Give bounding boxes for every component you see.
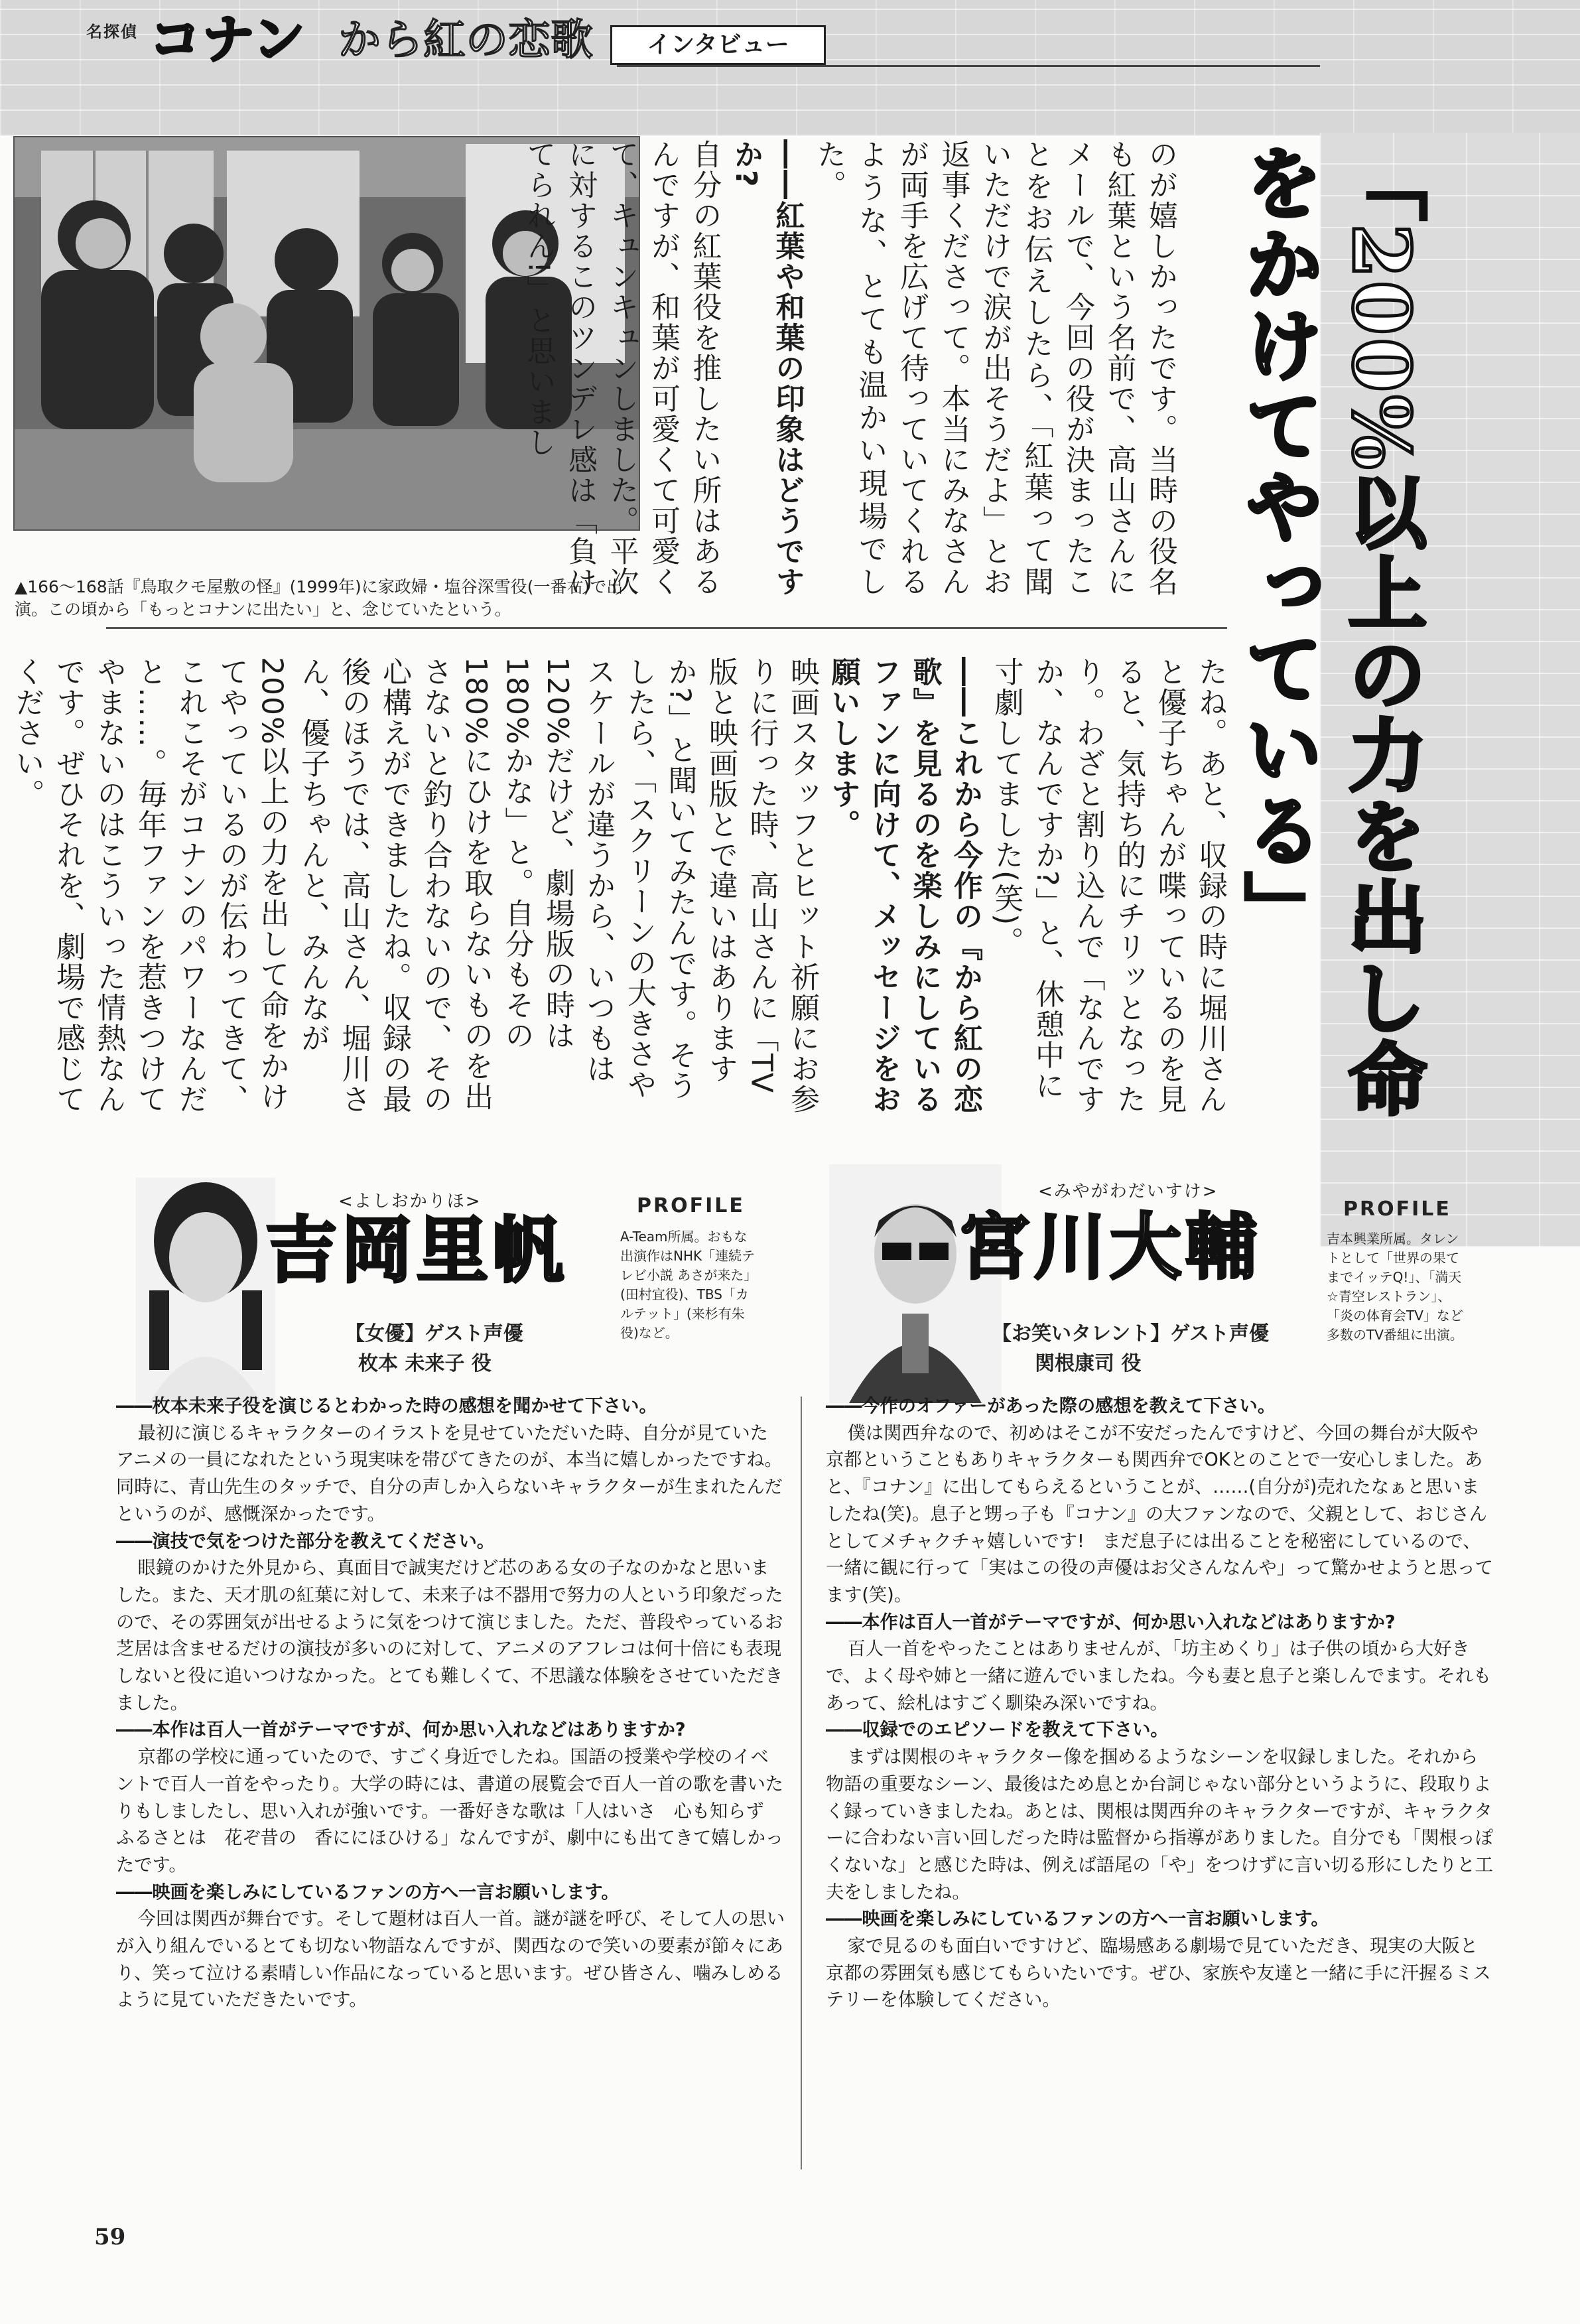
page-number: 59 xyxy=(94,2224,126,2250)
interview-question: ――枚本未来子役を演じるとわかった時の感想を聞かせて下さい。 xyxy=(116,1396,657,1416)
right-interview-column xyxy=(826,1393,1496,2014)
interview-question: ――演技で気をつけた部分を教えてください。 xyxy=(116,1531,495,1552)
interview-question: ――本作は百人一首がテーマですが、何か思い入れなどはありますか? xyxy=(826,1611,1396,1633)
role-name-yoshioka: 枚本 未来子 役 xyxy=(358,1352,492,1375)
profile-text-right: 吉本興業所属。タレントとして「世界の果てまでイッテQ!」、「満天☆青空レストラン」、「炎の体育会TV」など多数のTV番組に出演。 xyxy=(1327,1231,1463,1343)
header-divider xyxy=(617,65,1320,67)
headline: 「200%以上の力を出し命をかけてやっている」 xyxy=(1232,143,1427,1120)
interview-question: ――映画を楽しみにしているファンの方へ一言お願いします。 xyxy=(826,1909,1329,1930)
role-tag-yoshioka: 【女優】ゲスト声優 xyxy=(345,1322,523,1345)
interview-answer: 京都の学校に通っていたので、すごく身近でしたね。国語の授業や学校のイベントで百人一首をやったり。大学の時には、書道の展覧会で百人一首の歌を書いたりもしましたし、思い入れが強いです。一番好きな歌は「人はいさ 心も知らず ふるさとは 花ぞ昔の 香ににほひける」なんですが、劇中にも出てきて嬉しかったです。 xyxy=(116,1747,783,1876)
profile-photo-yoshioka xyxy=(136,1178,275,1403)
interview-question: ――今作のオファーがあった際の感想を教えて下さい。 xyxy=(826,1396,1276,1416)
interview-answer: 眼鏡のかけた外見から、真面目で誠実だけど芯のある女の子なのかなと思いました。また、天才肌の紅葉に対して、未来子は不器用で努力の人という印象だったので、その雰囲気が出せるように気をつけて演じました。ただ、普段やっているお芝居は含ませるだけの演技が多いのに対して、アニメのアフレコは何十倍にも表現しないと役に追いつけなかった。とても難しくて、不思議な体験をさせていただきました。 xyxy=(116,1558,783,1714)
interview-answer: 今回は関西が舞台です。そして題材は百人一首。謎が謎を呼び、そして人の思いが入り組んでいるとても切ない物語なんですが、関西なので笑いの要素が節々にあり、笑って泣ける素晴しい作品になっていると思います。ぜひ皆さん、噛みしめるように見ていただきたいです。 xyxy=(116,1909,785,2011)
top-question: ――紅葉や和葉の印象はどうですか? xyxy=(729,139,805,597)
portrait-yoshioka xyxy=(136,1178,275,1403)
top-vertical-text xyxy=(521,139,1181,597)
furigana-yoshioka: <よしおかりほ> xyxy=(338,1192,482,1211)
interview-question: ――本作は百人一首がテーマですが、何か思い入れなどはありますか? xyxy=(116,1720,686,1741)
mid-divider xyxy=(106,627,1227,629)
column-divider xyxy=(801,1397,802,2169)
profile-label-left: PROFILE xyxy=(637,1194,745,1217)
interview-question: ――収録でのエピソードを教えて下さい。 xyxy=(826,1720,1169,1741)
interview-question: ――映画を楽しみにしているファンの方へ一言お願いします。 xyxy=(116,1881,620,1903)
interview-answer: まずは関根のキャラクター像を掴めるようなシーンを収録しました。それから物語の重要なシーン、最後はため息とか台詞じゃない部分というように、段取りよく録っていきましたね。あとは、関根は関西弁のキャラクターですが、キャラクターに合わない言い回しだった時は監督から指導がありました。自分でも「関根っぽくないな」と感じた時は、例えば語尾の「や」をつけずに言い切る形にしたりと工夫をしましたね。 xyxy=(826,1747,1493,1903)
role-tag-miyagawa: 【お笑いタレント】ゲスト声優 xyxy=(992,1322,1270,1345)
interview-answer: 僕は関西弁なので、初めはそこが不安だったんですけど、今回の舞台が大阪や京都ということもありキャラクターも関西弁でOKとのことで一安心しました。あと、『コナン』に出してもらえるということが、……(自分が)売れたなぁと思いましたね(笑)。息子と甥っ子も『コナン』の大ファンなので、父親として、おじさんとしてメチャクチャ嬉しいです! まだ息子には出ることを秘密にしているので、一緒に観に行って「実はこの役の声優はお父さんなんや」って驚かせようと思ってます(笑)。 xyxy=(826,1422,1493,1606)
profile-text-left: A-Team所属。おもな出演作はNHK「連続テレビ小説 あさが来た」(田村宜役)、TBS「カルテット」(来杉有朱役)など。 xyxy=(620,1229,757,1341)
top-paragraph-2: 自分の紅葉役を推したい所はあるんですが、和葉が可愛くて可愛くて、キュンキュンしました。平次に対するこのツンデレ感は「負けてられん!」と思いまし xyxy=(521,139,722,597)
mid-paragraph-1: たね。あと、収録の時に堀川さんと優子ちゃんが喋っているのを見ると、気持ち的にチリッとなったり。わざと割り込んで「なんですか、なんですか?」と、休憩中に寸劇してました(笑)。 xyxy=(989,657,1227,1115)
left-interview-column xyxy=(116,1393,786,2014)
profile-label-right: PROFILE xyxy=(1343,1197,1451,1221)
logo-small-text: 名探偵 xyxy=(86,23,138,41)
conan-logo: コナン xyxy=(149,10,306,70)
furigana-miyagawa: <みやがわだいすけ> xyxy=(1038,1182,1218,1201)
mid-paragraph-2: 映画スタッフとヒット祈願にお参りに行った時、高山さんに「TV版と映画版とで違いはありますか?」と聞いてみたんです。そうしたら、「スクリーンの大きさやスケールが違うから、いつもは120%だけど、劇場版の時は180%かな」と。自分もその180%にひけを取らないものを出さないと釣り合わないので、その心構えができましたね。収録の最後のほうでは、高山さん、堀川さん、優子ちゃんと、みんなが200%以上の力を出して命をかけてやっているのが伝わってきて、これこそがコナンのパワーなんだと……。毎年ファンを惹きつけてやまないのはこういった情熱なんです。ぜひそれを、劇場で感じてください。 xyxy=(10,657,819,1115)
role-name-miyagawa: 関根康司 役 xyxy=(1035,1352,1142,1375)
section-label: インタビュー xyxy=(610,25,826,65)
middle-vertical-text xyxy=(10,657,1230,1115)
mid-question: ――これから今作の『から紅の恋歌』を見るのを楽しみにしているファンに向けて、メッセージをお願いします。 xyxy=(826,657,982,1115)
interview-answer: 百人一首をやったことはありませんが、「坊主めくり」は子供の頃から大好きで、よく母や姉と一緒に遊んでいましたね。今も妻と息子と楽しんでます。それもあって、絵札はすごく馴染み深いですね。 xyxy=(826,1639,1492,1714)
name-yoshioka: 吉岡里帆 xyxy=(265,1209,568,1292)
interview-answer: 最初に演じるキャラクターのイラストを見せていただいた時、自分が見ていたアニメの一員になれたという現実味を帯びてきたのが、本当に嬉しかったですね。同時に、青山先生のタッチで、自分の声しか入らないキャラクターが生まれたんだというのが、感慨深かったです。 xyxy=(116,1422,783,1525)
top-paragraph-1: のが嬉しかったです。当時の役名も紅葉という名前で、高山さんにメールで、今回の役が決まったことをお伝えしたら、「紅葉って聞いただけで涙が出そうだよ」とお返事くださって。本当にみなさんが両手を広げて待っていてくれるような、とても温かい現場でした。 xyxy=(812,139,1177,597)
image-caption: ▲166～168話『鳥取クモ屋敷の怪』(1999年)に家政婦・塩谷深雪役(一番右)で出演。この頃から「もっとコナンに出たい」と、念じていたという。 xyxy=(15,577,624,619)
interview-answer: 家で見るのも面白いですけど、臨場感ある劇場で見ていただき、現実の大阪と京都の雰囲気も感じてもらいたいです。ぜひ、家族や友達と一緒に手に汗握るミステリーを体験してください。 xyxy=(826,1936,1491,2011)
name-miyagawa: 宮川大輔 xyxy=(958,1205,1262,1289)
movie-title-logo: から紅の恋歌 xyxy=(338,16,593,65)
